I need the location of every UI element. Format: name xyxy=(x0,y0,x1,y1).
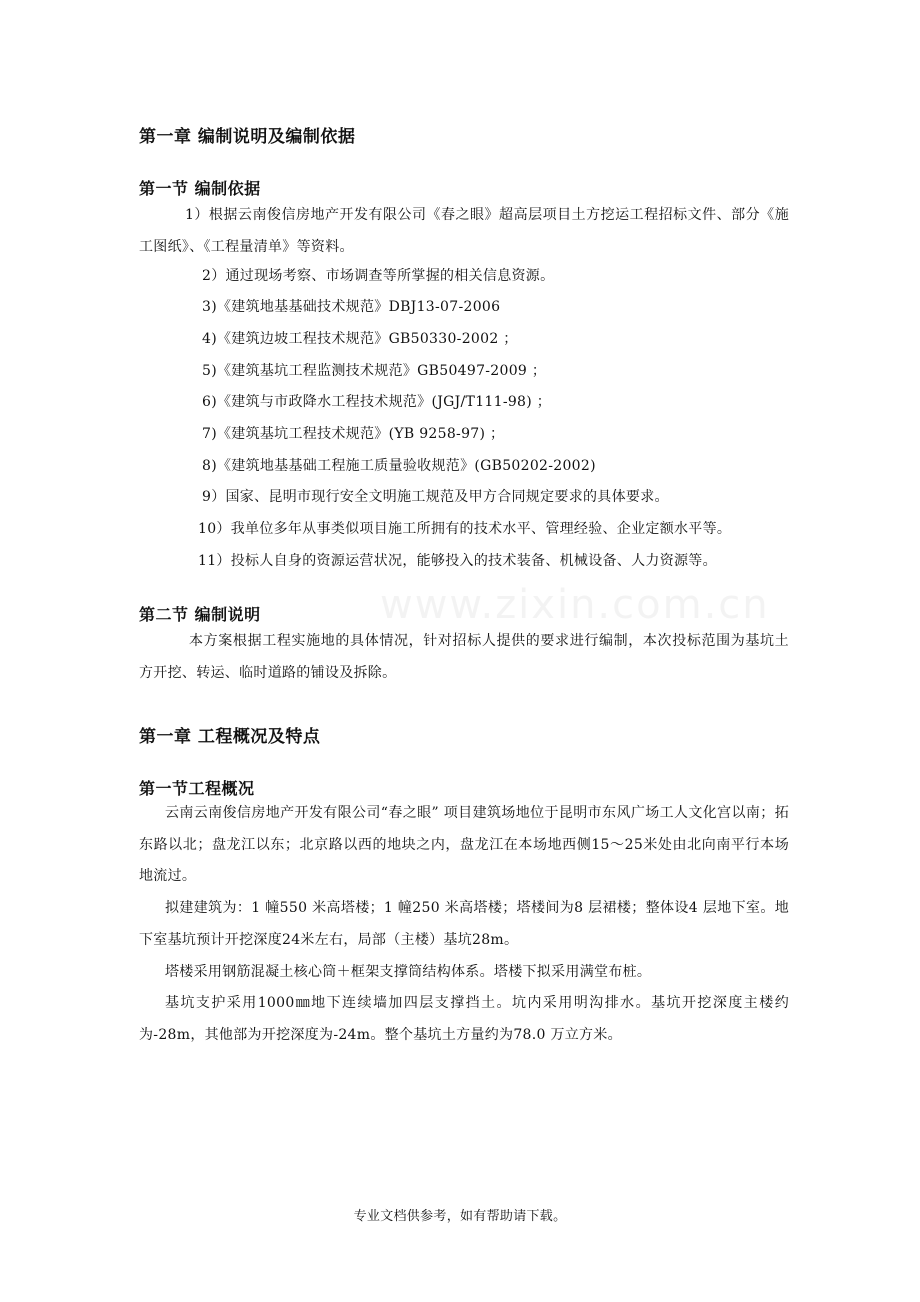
watermark: www.zixin.com.cn xyxy=(380,582,770,628)
list-item: 2）通过现场考察、市场调查等所掌握的相关信息资源。 xyxy=(202,268,555,284)
chapter-1-title: 第一章 编制说明及编制依据 xyxy=(139,127,356,147)
paragraph: 塔楼采用钢筋混凝土核心筒＋框架支撑筒结构体系。塔楼下拟采用满堂布桩。 xyxy=(165,964,652,980)
page-footer: 专业文档供参考，如有帮助请下载。 xyxy=(353,1209,567,1224)
section-overview-title: 第一节工程概况 xyxy=(139,779,255,798)
list-item: 11）投标人自身的资源运营状况，能够投入的技术装备、机械设备、人力资源等。 xyxy=(198,553,717,569)
list-item: 6)《建筑与市政降水工程技术规范》(JGJ/T111-98) ； xyxy=(202,394,552,410)
paragraph: 基坑支护采用1000㎜地下连续墙加四层支撑挡土。坑内采用明沟排水。基坑开挖深度主楼约为-28m，其他部为开挖深度为-24m。整个基坑土方量约为78.0 万立方米。 xyxy=(139,995,789,1043)
paragraph: 云南云南俊信房地产开发有限公司“春之眼” 项目建筑场地位于昆明市东风广场工人文化宫以南；拓东路以北；盘龙江以东；北京路以西的地块之内，盘龙江在本场地西侧15～25米处由北向南平行本场地流过。 xyxy=(139,805,789,884)
paragraph: 本方案根据工程实施地的具体情况，针对招标人提供的要求进行编制，本次投标范围为基坑土方开挖、转运、临时道路的铺设及拆除。 xyxy=(139,633,789,681)
list-item: 9）国家、昆明市现行安全文明施工规范及甲方合同规定要求的具体要求。 xyxy=(202,489,669,505)
paragraph: 拟建建筑为：1 幢550 米高塔楼；1 幢250 米高塔楼；塔楼间为8 层裙楼；整体设4 层地下室。地下室基坑预计开挖深度24米左右，局部（主楼）基坑28m。 xyxy=(139,900,789,948)
list-item: 7)《建筑基坑工程技术规范》(YB 9258-97) ； xyxy=(202,426,505,442)
list-item: 1）根据云南俊信房地产开发有限公司《春之眼》超高层项目土方挖运工程招标文件、部分《施工图纸》、《工程量清单》等资料。 xyxy=(139,207,789,255)
list-item: 3)《建筑地基基础技术规范》DBJ13-07-2006 xyxy=(202,299,501,315)
chapter-2-title: 第一章 工程概况及特点 xyxy=(139,727,321,747)
section-2-title: 第二节 编制说明 xyxy=(139,605,261,624)
list-item: 10）我单位多年从事类似项目施工所拥有的技术水平、管理经验、企业定额水平等。 xyxy=(198,521,732,537)
list-item: 4)《建筑边坡工程技术规范》GB50330-2002 ； xyxy=(202,331,518,347)
list-item: 8)《建筑地基基础工程施工质量验收规范》(GB50202-2002) xyxy=(202,458,596,474)
section-1-title: 第一节 编制依据 xyxy=(139,179,261,198)
list-item: 5)《建筑基坑工程监测技术规范》GB50497-2009 ； xyxy=(202,363,547,379)
